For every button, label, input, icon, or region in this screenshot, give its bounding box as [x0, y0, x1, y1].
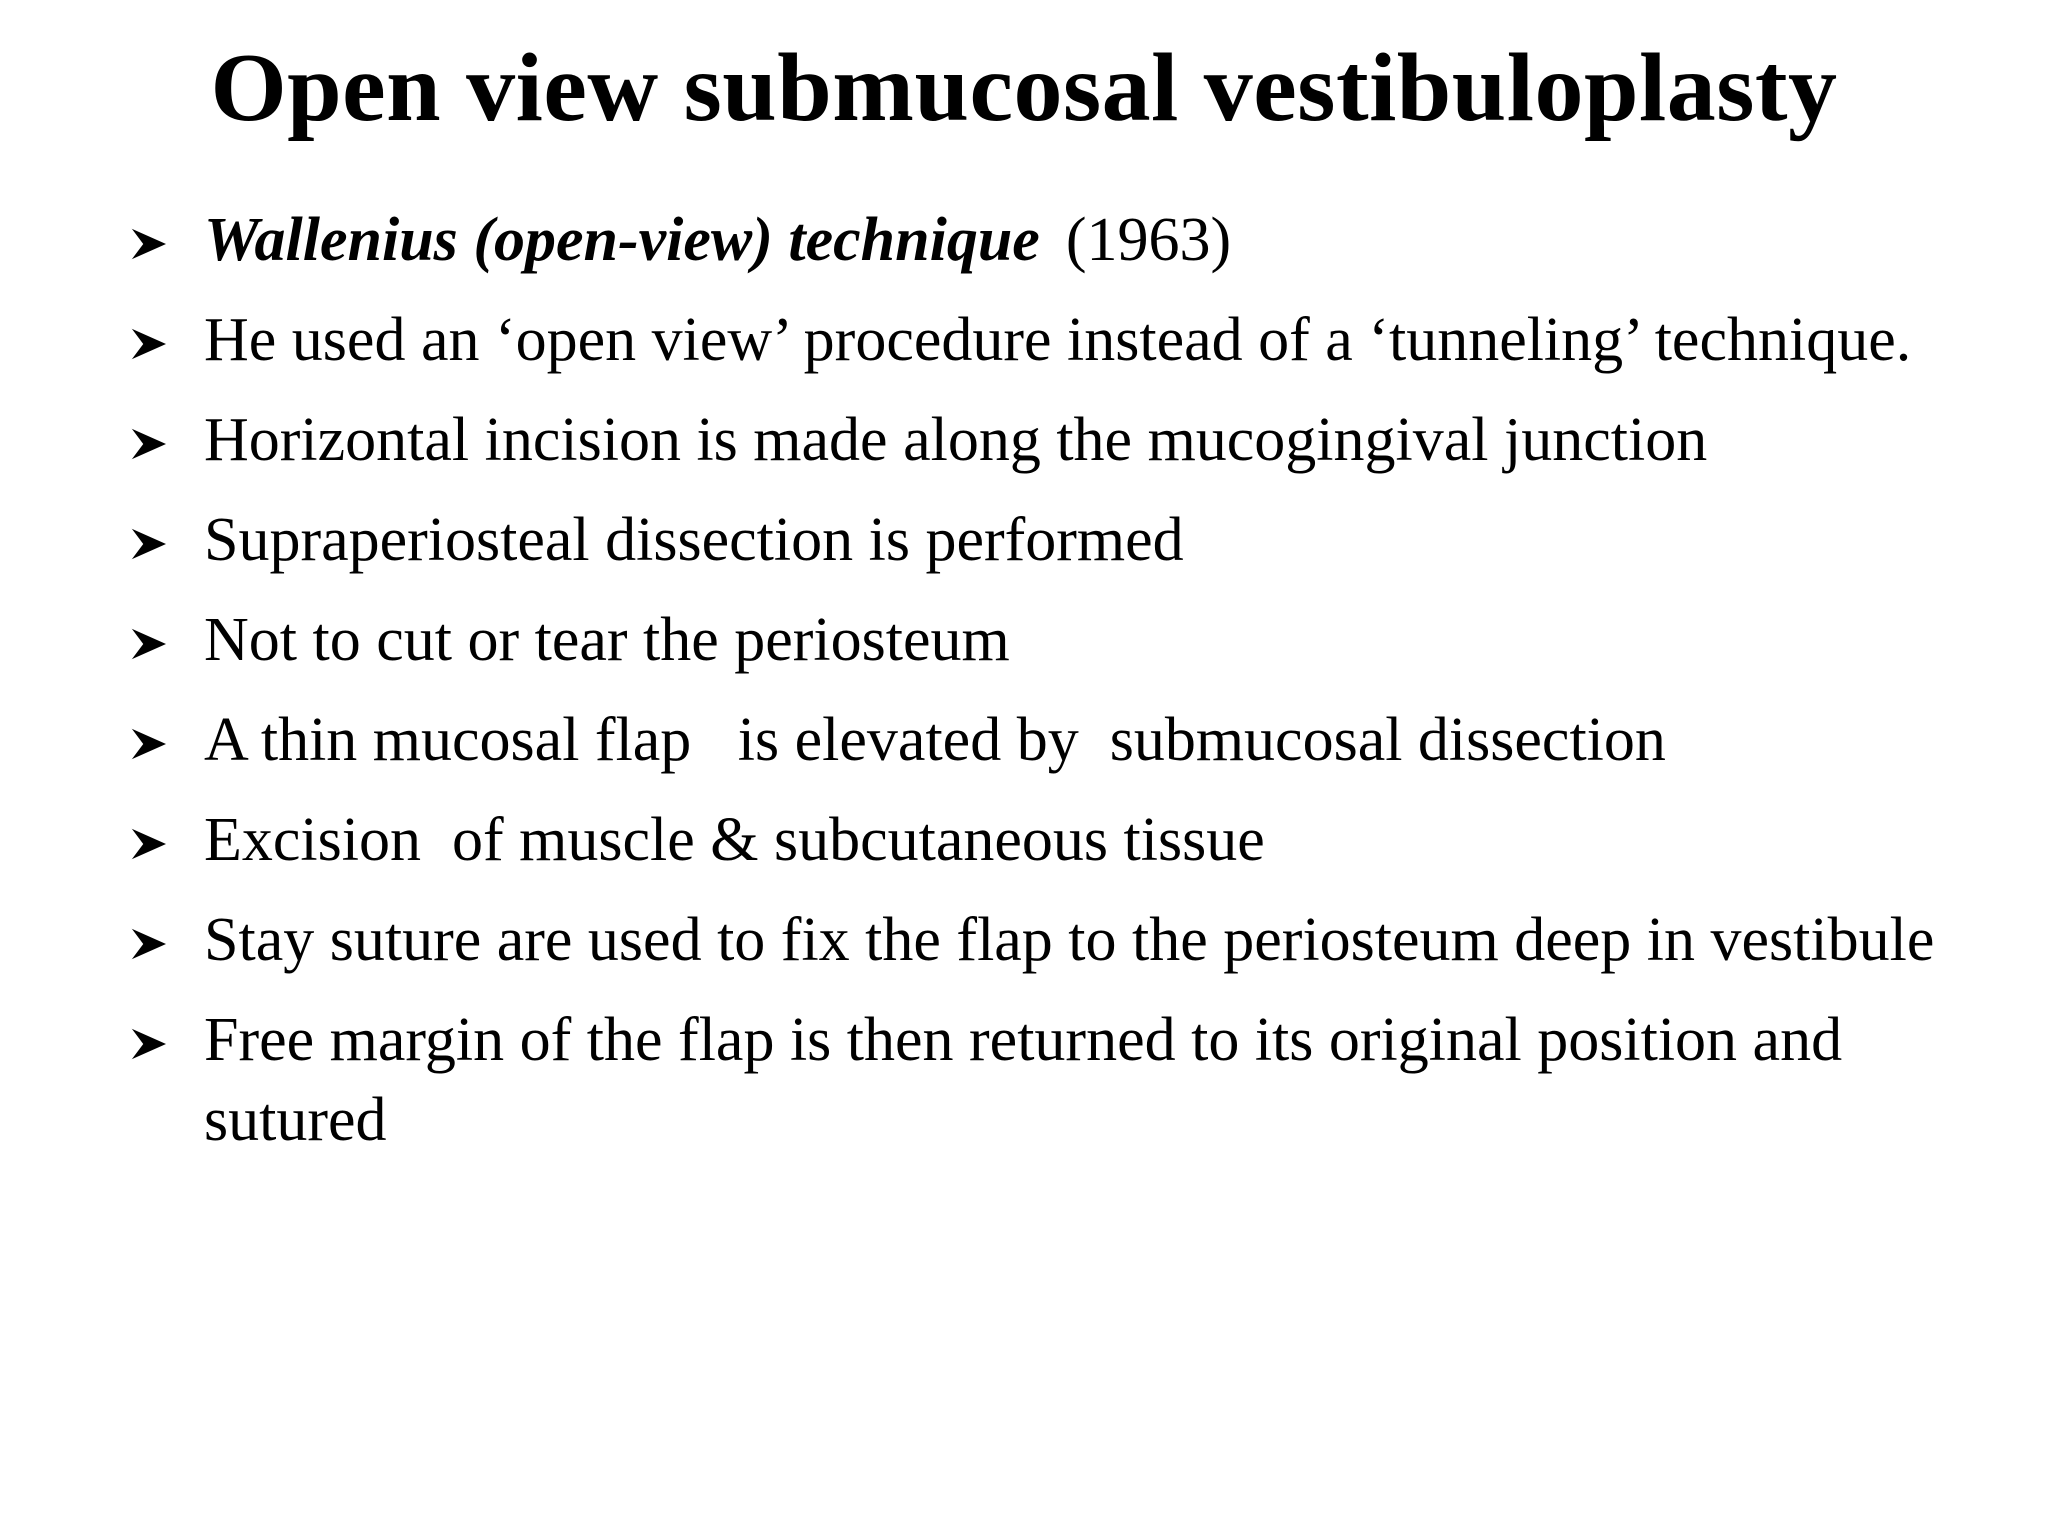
bullet-item: [128, 1000, 1988, 1160]
arrowhead-bullet-icon: [128, 326, 168, 362]
bullet-item: [128, 800, 1988, 880]
bullet-text: Free margin of the flap is then returned to its original position and sutured: [204, 1006, 1843, 1154]
arrowhead-bullet-icon: [128, 1026, 168, 1062]
bullet-text: Horizontal incision is made along the mucogingival junction: [204, 406, 1708, 474]
arrowhead-bullet-icon: [128, 626, 168, 662]
bullet-text: Stay suture are used to fix the flap to the periosteum deep in vestibule: [204, 906, 1935, 974]
technique-name: Wallenius (open-view) technique: [204, 206, 1040, 274]
arrowhead-bullet-icon: [128, 426, 168, 462]
bullet-text: Not to cut or tear the periosteum: [204, 606, 1010, 674]
bullet-item: [128, 700, 1988, 780]
bullet-text: A thin mucosal flap is elevated by submucosal dissection: [204, 706, 1666, 774]
bullet-text: Excision of muscle & subcutaneous tissue: [204, 806, 1265, 874]
bullet-item: [128, 200, 1988, 280]
arrowhead-bullet-icon: [128, 926, 168, 962]
technique-year: (1963): [1065, 206, 1232, 274]
bullet-text: He used an ‘open view’ procedure instead of a ‘tunneling’ technique.: [204, 306, 1912, 374]
bullet-item: [128, 900, 1988, 980]
arrowhead-bullet-icon: [128, 226, 168, 262]
bullet-item: [128, 600, 1988, 680]
slide-title: Open view submucosal vestibuloplasty: [210, 34, 1838, 142]
bullet-item: [128, 300, 1988, 380]
bullet-item: [128, 400, 1988, 480]
bullet-list: [128, 200, 1988, 1180]
bullet-item: [128, 500, 1988, 580]
arrowhead-bullet-icon: [128, 726, 168, 762]
arrowhead-bullet-icon: [128, 526, 168, 562]
arrowhead-bullet-icon: [128, 826, 168, 862]
bullet-text: Supraperiosteal dissection is performed: [204, 506, 1184, 574]
